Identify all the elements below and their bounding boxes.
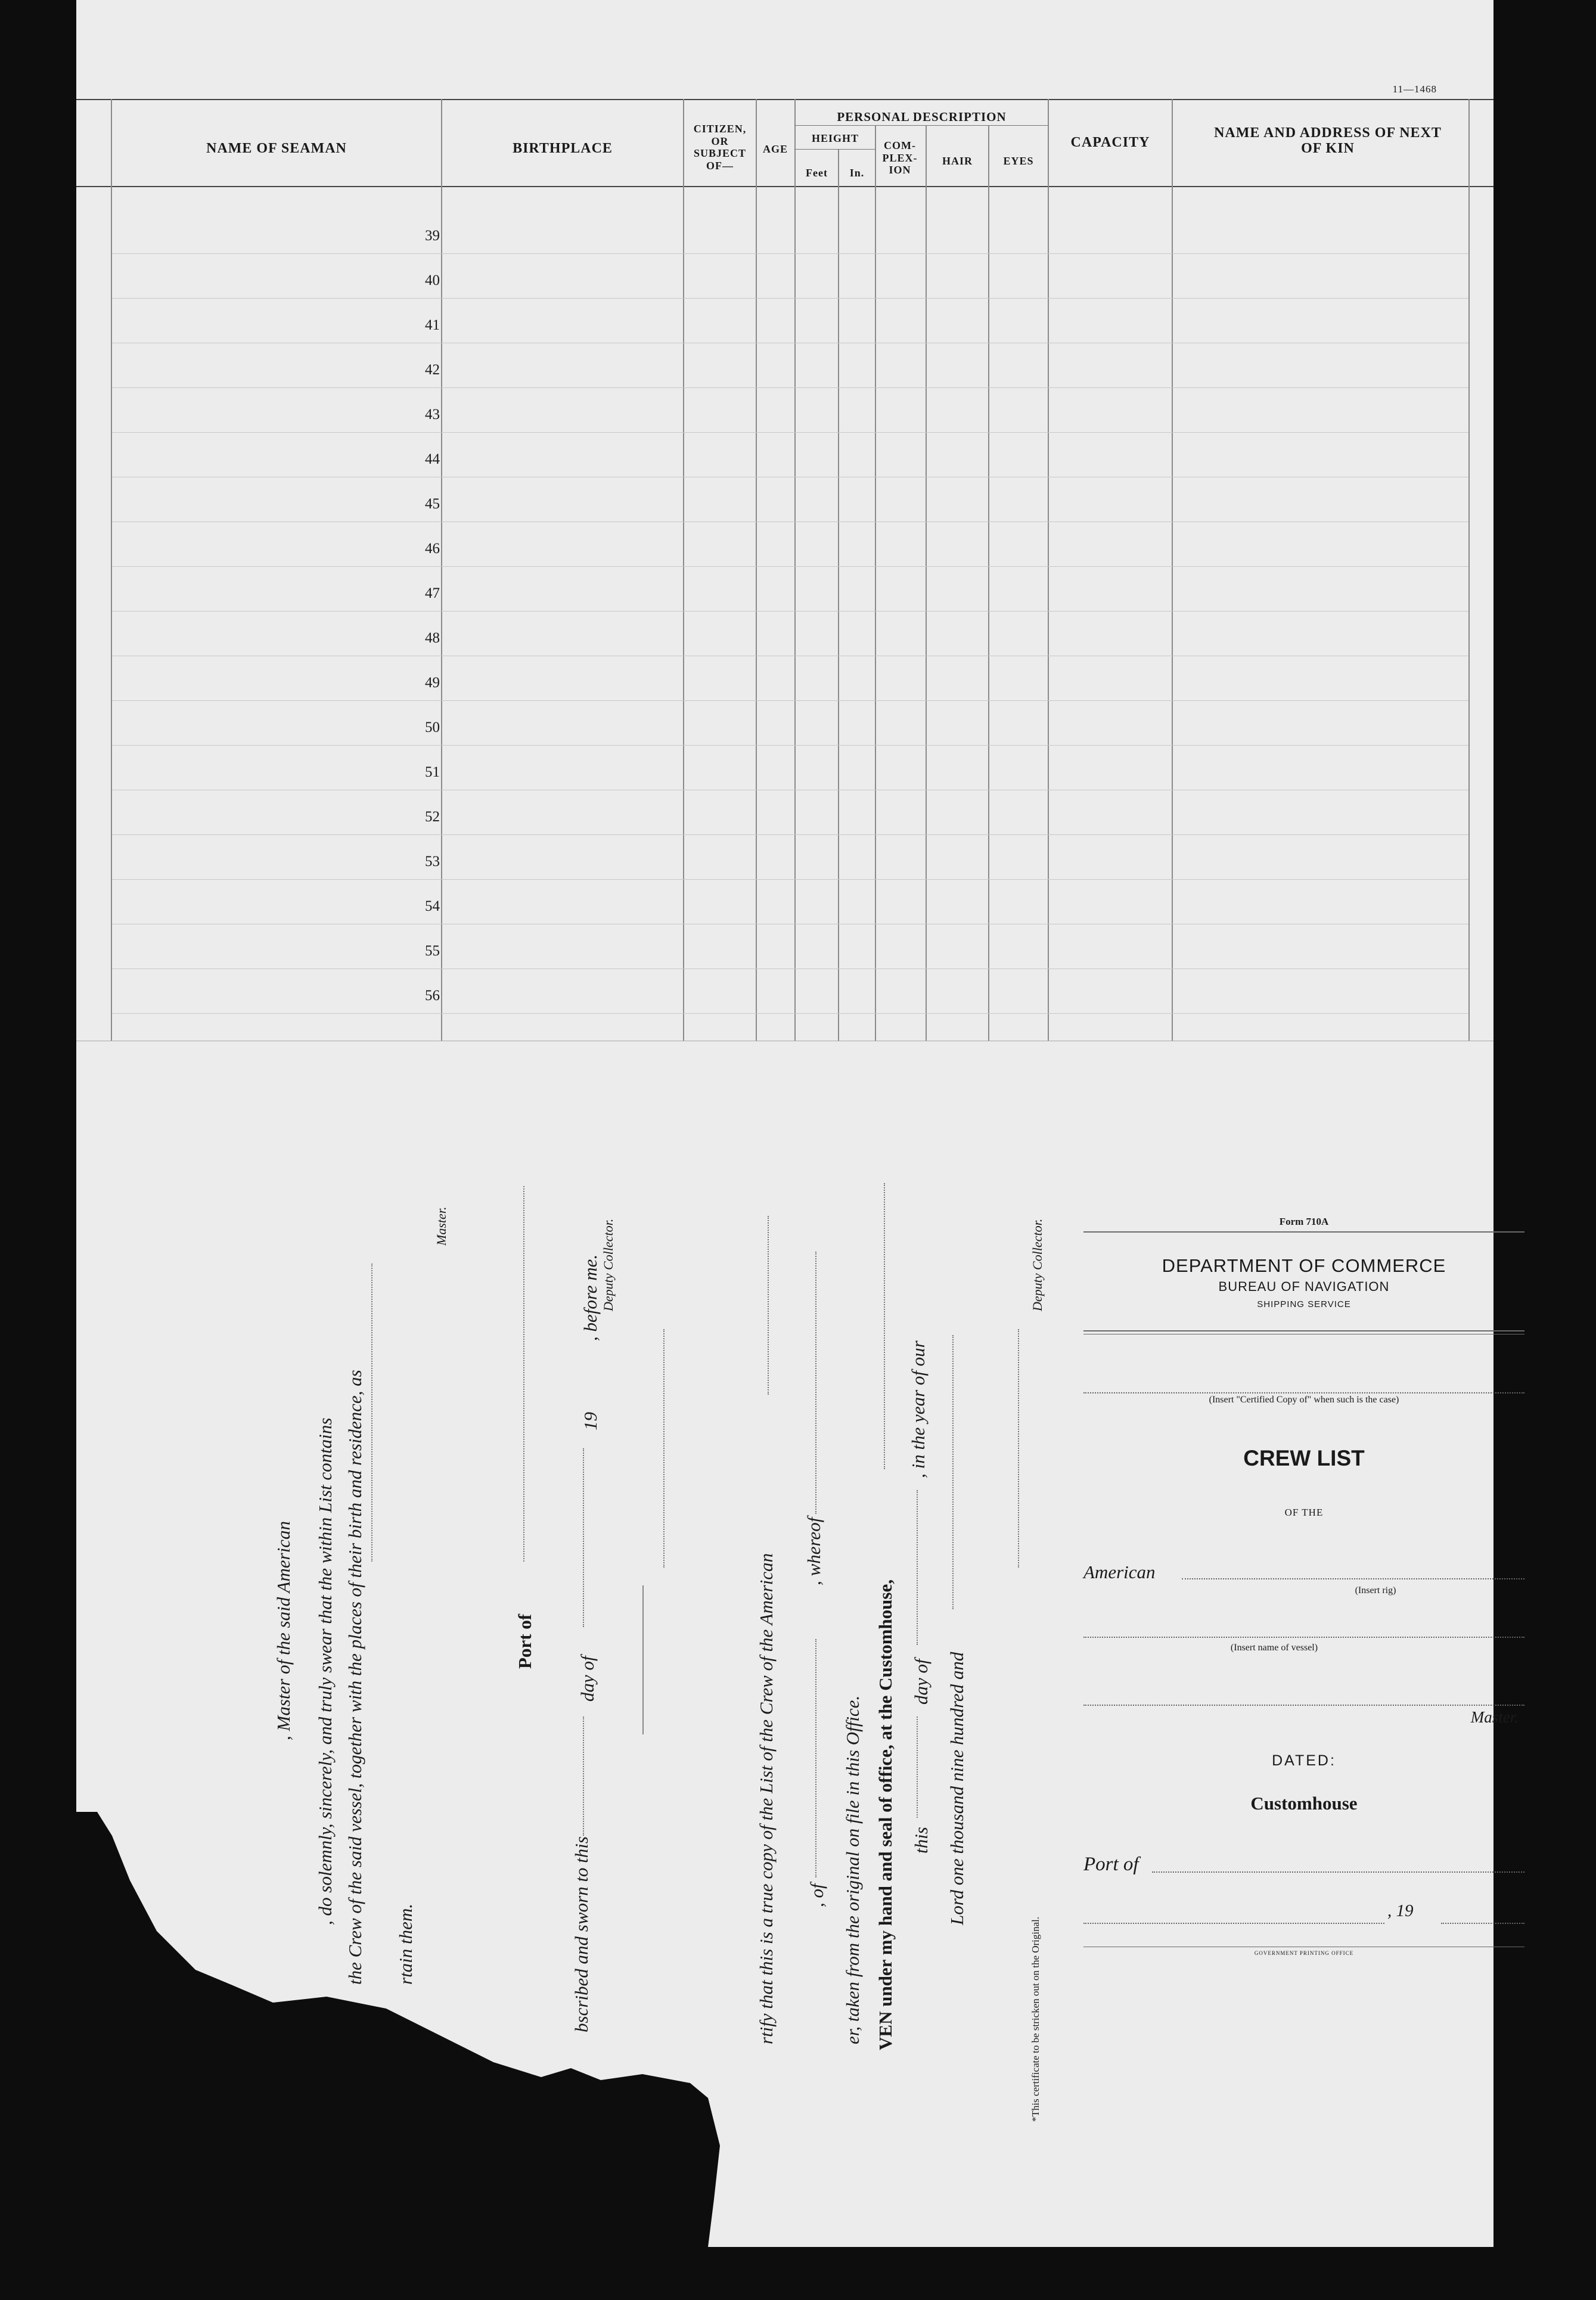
cover-master-line bbox=[1083, 1705, 1524, 1706]
oath-subscribed: bscribed and sworn to this bbox=[571, 1836, 592, 2032]
col-rule bbox=[111, 99, 112, 1041]
header-birthplace: BIRTHPLACE bbox=[513, 141, 613, 156]
header-height: HEIGHT bbox=[811, 132, 859, 144]
deputy-collector-1: Deputy Collector. bbox=[601, 1218, 616, 1311]
header-name-of-seaman: NAME OF SEAMAN bbox=[206, 141, 347, 156]
master-signature-line bbox=[371, 1264, 372, 1562]
col-rule bbox=[875, 125, 876, 1041]
header-next-of-kin: NAME AND ADDRESS OF NEXT OF KIN bbox=[1214, 125, 1442, 157]
cert-certify: rtify that this is a true copy of the List of the Crew of the American bbox=[756, 1553, 777, 2044]
col-rule bbox=[1172, 99, 1173, 1041]
cover-rule bbox=[1083, 1330, 1524, 1331]
cover-department: DEPARTMENT OF COMMERCE bbox=[1162, 1255, 1446, 1276]
table-row bbox=[112, 566, 1468, 567]
cert-footnote: *This certificate to be stricken out on the Original. bbox=[1030, 1916, 1041, 2122]
row-number: 44 bbox=[425, 451, 440, 467]
oath-solemnly-line: , do solemnly, sincerely, and truly swear that the within List contains bbox=[315, 1417, 336, 1925]
table-row bbox=[112, 611, 1468, 612]
personal-desc-rule bbox=[794, 125, 1048, 126]
cover-insert-rig: (Insert rig) bbox=[1355, 1585, 1396, 1596]
oath-before-me: , before me. bbox=[580, 1254, 601, 1341]
header-hair: HAIR bbox=[942, 155, 973, 167]
row-number: 49 bbox=[425, 675, 440, 691]
cert-whereof-line bbox=[815, 1252, 816, 1514]
oath-day-of: day of bbox=[577, 1656, 598, 1702]
header-inches: In. bbox=[849, 167, 865, 179]
cover-port-line bbox=[1152, 1871, 1524, 1873]
header-eyes: EYES bbox=[1003, 155, 1034, 167]
cover-dated: DATED: bbox=[1272, 1752, 1336, 1769]
table-row bbox=[112, 879, 1468, 880]
height-rule bbox=[794, 149, 875, 150]
cert-day-of: day of bbox=[911, 1659, 931, 1705]
header-bottom-rule bbox=[76, 186, 1493, 187]
form-number: 11—1468 bbox=[1392, 83, 1437, 95]
table-row bbox=[112, 1013, 1468, 1014]
subscribed-day-line bbox=[583, 1717, 584, 1836]
header-citizen: CITIZEN, OR SUBJECT OF— bbox=[693, 123, 747, 172]
cover-rule bbox=[1083, 1231, 1524, 1233]
cover-port-of: Port of bbox=[1083, 1854, 1139, 1875]
deputy-collector-1-line bbox=[663, 1329, 665, 1568]
port-of-line bbox=[523, 1186, 524, 1562]
table-row bbox=[112, 432, 1468, 433]
section-divider bbox=[642, 1585, 644, 1734]
master-signature-label: Master. bbox=[434, 1206, 449, 1246]
row-number: 42 bbox=[425, 362, 440, 378]
row-number: 40 bbox=[425, 272, 440, 288]
cert-month-line bbox=[917, 1490, 918, 1645]
oath-port-of: Port of bbox=[514, 1613, 535, 1669]
table-row bbox=[112, 253, 1468, 254]
header-feet: Feet bbox=[806, 167, 828, 179]
cover-year: , 19 bbox=[1387, 1901, 1414, 1920]
header-top-rule bbox=[76, 99, 1493, 100]
cert-whereof: , whereof bbox=[803, 1517, 824, 1585]
col-rule bbox=[756, 99, 757, 1041]
cert-lord: Lord one thousand nine hundred and bbox=[946, 1652, 967, 1925]
table-row bbox=[112, 834, 1468, 835]
oath-master-line: , Master of the said American bbox=[273, 1521, 294, 1740]
row-number: 56 bbox=[425, 988, 440, 1004]
header-age: AGE bbox=[762, 143, 788, 155]
header-personal-description: PERSONAL DESCRIPTION bbox=[837, 110, 1007, 124]
row-number: 52 bbox=[425, 809, 440, 825]
row-number: 54 bbox=[425, 898, 440, 914]
cover-master: Master. bbox=[1470, 1708, 1519, 1726]
cover-insert-certified: (Insert "Certified Copy of" when such is the case) bbox=[1209, 1395, 1399, 1405]
row-number: 48 bbox=[425, 630, 440, 646]
cover-certified-line bbox=[1083, 1392, 1524, 1393]
col-rule bbox=[838, 149, 839, 1041]
row-number: 43 bbox=[425, 406, 440, 423]
table-row bbox=[112, 387, 1468, 388]
col-rule bbox=[926, 125, 927, 1041]
cert-taken: er, taken from the original on file in this Office. bbox=[842, 1695, 863, 2044]
oath-certain-line: rtain them. bbox=[395, 1903, 416, 1985]
col-rule bbox=[988, 125, 989, 1041]
cover-bureau: BUREAU OF NAVIGATION bbox=[1218, 1279, 1390, 1294]
cover-title: CREW LIST bbox=[1243, 1446, 1365, 1470]
cover-service: SHIPPING SERVICE bbox=[1257, 1299, 1351, 1309]
cover-vessel-line bbox=[1083, 1637, 1524, 1638]
col-rule bbox=[1048, 99, 1049, 1041]
deputy-collector-2: Deputy Collector. bbox=[1030, 1218, 1045, 1311]
header-capacity: CAPACITY bbox=[1070, 135, 1150, 150]
row-number: 39 bbox=[425, 228, 440, 244]
row-number: 47 bbox=[425, 585, 440, 601]
cover-gpo: GOVERNMENT PRINTING OFFICE bbox=[1254, 1950, 1354, 1956]
col-rule bbox=[441, 99, 442, 1041]
subscribed-month-line bbox=[583, 1448, 584, 1627]
cert-this: this bbox=[911, 1827, 931, 1854]
row-number: 51 bbox=[425, 764, 440, 780]
cover-insert-name: (Insert name of vessel) bbox=[1230, 1643, 1318, 1653]
cert-given: VEN under my hand and seal of office, at the Customhouse, bbox=[875, 1579, 896, 2050]
cover-year-line bbox=[1441, 1923, 1524, 1924]
cover-rig-line bbox=[1182, 1578, 1524, 1579]
col-rule bbox=[1468, 99, 1470, 1041]
cover-customhouse: Customhouse bbox=[1250, 1793, 1358, 1814]
cert-of: , of bbox=[806, 1883, 827, 1907]
cert-of-line bbox=[815, 1639, 816, 1877]
cert-vessel-line bbox=[768, 1216, 769, 1395]
cover-date-line bbox=[1083, 1923, 1384, 1924]
crew-list-sheet bbox=[76, 0, 1519, 2247]
row-number: 55 bbox=[425, 943, 440, 959]
table-row bbox=[112, 700, 1468, 701]
row-number: 45 bbox=[425, 496, 440, 512]
row-number: 50 bbox=[425, 719, 440, 735]
row-number: 46 bbox=[425, 541, 440, 557]
row-number: 41 bbox=[425, 317, 440, 333]
row-number: 53 bbox=[425, 853, 440, 870]
cover-american: American bbox=[1083, 1562, 1156, 1582]
cert-year-of-our: , in the year of our bbox=[908, 1340, 929, 1478]
col-rule bbox=[794, 99, 796, 1041]
oath-19: 19 bbox=[580, 1412, 601, 1430]
table-row bbox=[112, 745, 1468, 746]
cert-given-line bbox=[884, 1183, 885, 1469]
col-rule bbox=[683, 99, 684, 1041]
oath-crew-line: the Crew of the said vessel, together with the places of their birth and residence, as bbox=[344, 1370, 365, 1985]
cert-lord-line bbox=[952, 1335, 954, 1609]
cover-of-the: OF THE bbox=[1284, 1507, 1324, 1518]
table-row bbox=[112, 298, 1468, 299]
header-complexion: COM- PLEX- ION bbox=[882, 139, 918, 176]
cover-form-number: Form 710A bbox=[1279, 1216, 1329, 1227]
cert-this-line bbox=[917, 1717, 918, 1818]
deputy-collector-2-line bbox=[1018, 1329, 1019, 1568]
